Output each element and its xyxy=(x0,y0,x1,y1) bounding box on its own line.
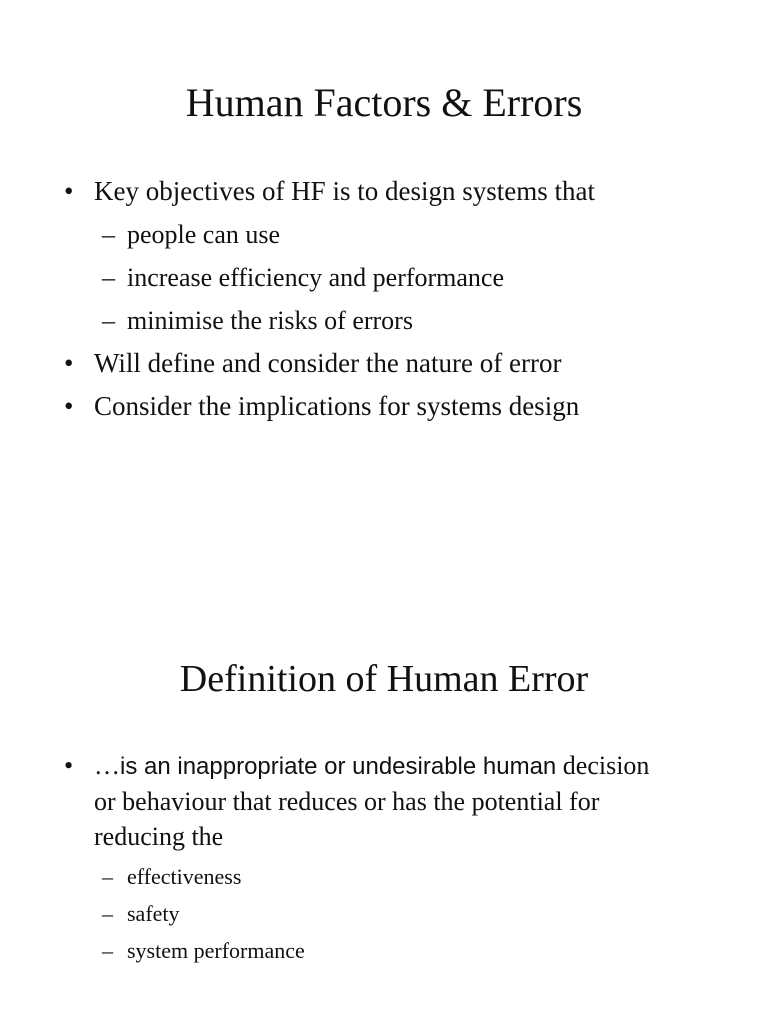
definition-rest: decision or behaviour that reduces or has the potential for reducing the xyxy=(94,751,650,851)
list-subitem xyxy=(0,895,768,932)
slide-definition-human-error xyxy=(0,512,768,1024)
list-subitem-text: people can use xyxy=(127,220,281,249)
bullet-icon: • xyxy=(64,176,74,206)
list-item xyxy=(0,170,768,213)
bullet-list xyxy=(0,170,768,428)
bullet-icon: • xyxy=(64,391,74,421)
bullet-icon: • xyxy=(64,348,74,378)
list-subitem-text: increase efficiency and performance xyxy=(127,263,505,292)
dash-icon: – xyxy=(102,220,115,249)
list-item-text: Consider the implications for systems design xyxy=(94,391,580,421)
list-subitem xyxy=(0,932,768,969)
slide-title: Human Factors & Errors xyxy=(185,80,583,125)
list-subitem xyxy=(0,858,768,895)
list-subitem-text: safety xyxy=(127,901,180,926)
bullet-list xyxy=(0,748,768,969)
list-item-text: Will define and consider the nature of error xyxy=(94,348,562,378)
definition-lead: is an inappropriate or undesirable human xyxy=(120,753,557,780)
dash-icon: – xyxy=(102,263,115,292)
list-subitem-text: minimise the risks of errors xyxy=(127,306,413,335)
list-subitem-text: effectiveness xyxy=(127,864,242,889)
list-item xyxy=(0,748,768,854)
list-subitem xyxy=(0,213,768,256)
ellipsis-text: … xyxy=(94,751,120,780)
list-subitem-text: system performance xyxy=(127,938,305,963)
list-subitem xyxy=(0,256,768,299)
bullet-icon: • xyxy=(64,751,74,780)
definition-text xyxy=(94,748,654,854)
slide-title: Definition of Human Error xyxy=(179,658,589,700)
dash-icon: – xyxy=(102,901,113,926)
dash-icon: – xyxy=(102,864,113,889)
list-item-text: Key objectives of HF is to design systems that xyxy=(94,176,595,206)
list-subitem xyxy=(0,299,768,342)
list-item xyxy=(0,342,768,385)
dash-icon: – xyxy=(102,938,113,963)
list-item xyxy=(0,385,768,428)
dash-icon: – xyxy=(102,306,115,335)
